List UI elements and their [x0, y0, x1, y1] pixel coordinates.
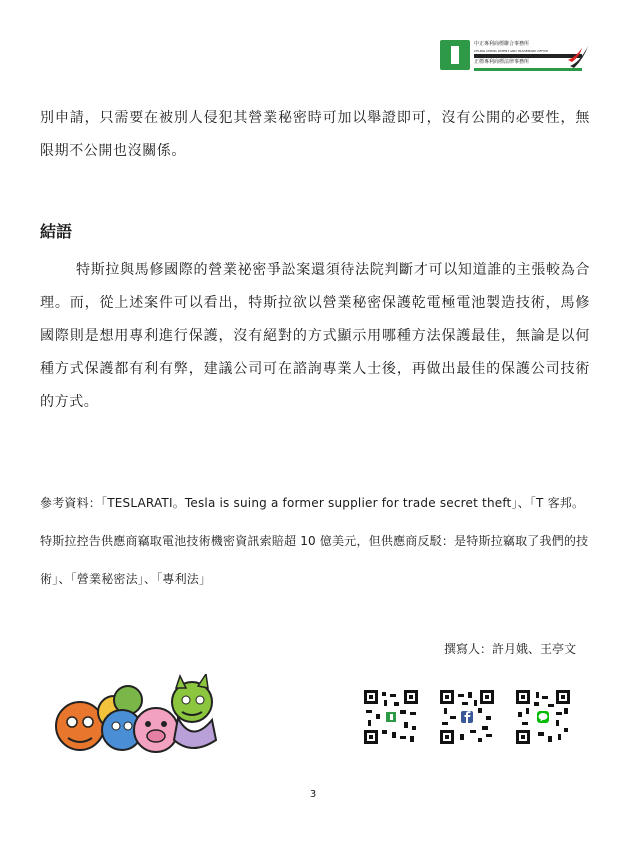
logo-swoosh-icon	[568, 44, 590, 70]
logo-firm-name-2: 正標專利商標法律事務所	[474, 59, 530, 65]
intro-paragraph: 別申請，只需要在被別人侵犯其營業秘密時可加以舉證即可，沒有公開的必要性，無限期不公開也沒關係。	[40, 110, 590, 159]
page-number: 3	[309, 789, 317, 800]
author-line: 撰寫人：許月娥、王亭文	[444, 642, 577, 656]
facebook-qr-code[interactable]	[440, 690, 494, 744]
conclusion-paragraph: 特斯拉與馬修國際的營業祕密爭訟案還須待法院判斷才可以知道誰的主張較為合理。而，從上述案件可以看出，特斯拉欲以營業秘密保護乾電極電池製造技術，馬修國際則是想用專利進行保護，沒有絕對的方式顯示用哪種方法保護最佳，無論是以何種方式保護都有利有弊，建議公司可在諮詢專業人士後，再做出最佳的保護公司技術的方式。	[40, 262, 590, 410]
line-icon	[536, 710, 550, 724]
references-text: 參考資料：「TESLARATI。Tesla is suing a former supplier for trade secret theft」、「T 客邦。特斯拉控告供應商竊取電池技術機密資訊索賠超 10 億美元，但供應商反駁：是特斯拉竊取了我們的技術」、「營業秘密法」、「專利法」	[40, 496, 589, 586]
website-qr-code[interactable]	[364, 690, 418, 744]
logo-firm-name: 中正專利商標聯合事務所	[474, 41, 530, 47]
mascot-illustration	[52, 674, 222, 760]
firm-logo	[440, 40, 590, 72]
logo-firm-english: CHUNG CHENG PATENT AND TRADEMARK OFFICE	[474, 49, 548, 53]
logo-divider	[474, 54, 582, 58]
logo-mark-icon	[440, 40, 470, 70]
website-icon	[384, 710, 398, 724]
conclusion-heading: 結語	[40, 222, 73, 241]
logo-divider-green	[474, 68, 582, 71]
facebook-icon	[460, 710, 474, 724]
line-qr-code[interactable]	[516, 690, 570, 744]
